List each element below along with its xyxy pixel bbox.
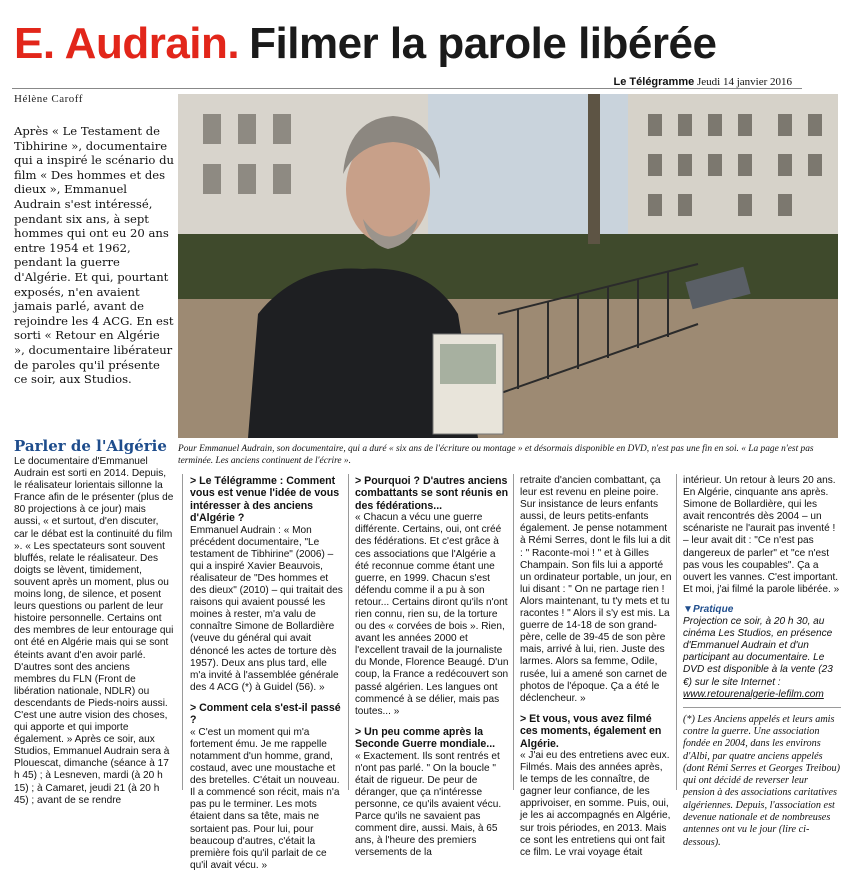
section-title: Parler de l'Algérie xyxy=(14,437,167,455)
article-photo xyxy=(178,94,838,438)
headline xyxy=(14,14,844,74)
answer: intérieur. Un retour à leurs 20 ans. En Algérie, cinquante ans après. Simone de Bollardière, qui les avait rencontrés dès 2004 – un scénariste ne l'aurait pas inventé ! – leur avait dit : "Ce n'est pas dangereux de parler" et "ce n'est pas vous les coupables". Ça a ouvert les vannes. C'est important. Et moi, j'ai filmé la parole libérée. » xyxy=(683,475,840,595)
chapeau-intro: Après « Le Testament de Tibhirine », documentaire qui a inspiré le scénario du film « Des hommes et des dieux », Emmanuel Audrain s'est intéressé, pendant six ans, à sept hommes qui ont eu 20 ans entre 1954 et 1962, pendant la guerre d'Algérie. Et qui, pourtant exposés, n'en avaient jamais parlé, avant de rejoindre les 4 ACG. En est sorti « Retour en Algérie », documentaire libérateur de paroles qu'il présente ce soir, aux Studios. xyxy=(14,124,174,387)
question: > Un peu comme après la Seconde Guerre mondiale... xyxy=(355,725,496,751)
section-body: Le documentaire d'Emmanuel Audrain est sorti en 2014. Depuis, le réalisateur lorientais sillonne la France afin de le présenter (plus de 80 projections à ce jour) mais aussi, « et surtout, d'en discuter, car le débat est la continuité du film ». « Les spectateurs sont souvent bluffés, relate le réalisateur. Des doigts se lèvent, timidement, souvent après un moment, plus ou moins long, de silence, et posent leurs questions ou parlent de leur histoire personnelle. Certains ont des membres de leur entourage qui ont été en Algérie mais qui se sont éteints avant d'en avoir parlé. D'autres sont des anciens membres du FLN (Front de libération nationale, NDLR) ou descendants de Pieds-noirs aussi. C'est une autre vision des choses, qui apporte et qui importe également. » Après ce soir, aux Studios, Emmanuel Audrain sera à Plouescat, dimanche (séance à 17 h 45) ; à Lesneven, mardi (à 20 h 15) ; à Camaret, jeudi 21 (à 20 h 45) ; avant de se rendre xyxy=(14,456,174,806)
author-byline: Hélène Caroff xyxy=(14,93,83,105)
source-date: Jeudi 14 janvier 2016 xyxy=(696,76,792,88)
question: > Comment cela s'est-il passé ? xyxy=(190,701,341,727)
answer: « J'ai eu des entretiens avec eux. Filmés. Mais des années après, le temps de les connaître, de gagner leur confiance, de les apprivoiser, en somme. Puis, oui, je les ai accompagnés en Algérie, sur trois périodes, en 2013. Mais ce sont les entretiens qui ont fait ce film. Le vrai voyage était xyxy=(520,750,671,858)
headline-name: E. Audrain. xyxy=(14,19,240,68)
pratique-link[interactable]: www.retourenalgerie-lefilm.com xyxy=(683,688,824,700)
photo-illustration xyxy=(178,94,838,438)
interview-column-2 xyxy=(355,475,510,859)
footnote: (*) Les Anciens appelés et leurs amis contre la guerre. Une association fondée en 2004, dans les environs d'Albi, par quatre anciens appelés (dont Rémi Serres et Georges Treibou) qui ont décidé de reverser leur pension à des associations caritatives algériennes. Depuis, l'association est devenue nationale et de nombreuses antennes ont vu le jour (lire ci-dessous). xyxy=(683,713,841,848)
photo-caption: Pour Emmanuel Audrain, son documentaire, qui a duré « six ans de l'écriture ou montage » et désormais disponible en DVD, n'est pas une fin en soi. « La page n'est pas terminée. Les anciens continuent de l'écrire ». xyxy=(178,444,814,466)
column-divider xyxy=(348,474,349,790)
column-divider xyxy=(676,474,677,790)
interview-column-1 xyxy=(190,475,345,872)
interview-column-3 xyxy=(520,475,672,859)
question: > Pourquoi ? D'autres anciens combattants se sont réunis en des fédérations... xyxy=(355,475,509,512)
source-line xyxy=(614,76,792,88)
pratique-text: Projection ce soir, à 20 h 30, au cinéma Les Studios, en présence d'Emmanuel Audrain et d'un participant au documentaire. Le DVD est disponible à la vente (23 €) sur le site Internet : xyxy=(683,616,833,688)
answer: retraite d'ancien combattant, ça leur est revenu en pleine poire. Sur insistance de leurs enfants aussi, de leurs petits-enfants également. Je pense notamment à Rémi Serres, dont le fils lui a dit : " Raconte-moi ! " et à Gilles Champain. Son fils lui a apporté un ordinateur portable, un jour, en lui disant : " On ne partage rien ! Alors maintenant, tu t'y mets et tu racontes ! " Alors il s'y est mis. La guerre de 14-18 de son grand-père, celle de 39-45 de son père mais, arrivé à lui, rien. Juste des larmes. Alors sa femme, Odile, rusée, lui a amené son carnet de photos de l'époque. Ça a été le déclencheur. » xyxy=(520,475,672,704)
answer: « Exactement. Ils sont rentrés et n'ont pas parlé. " On la boucle " était de rigueur. De peur de déranger, que ça n'intéresse personne, ce qu'ils avaient vécu. Parce qu'ils ne savaient pas comment dire, aussi. Mais, à 65 ans, à l'heure des premiers versements de la xyxy=(355,750,502,859)
answer: Emmanuel Audrain : « Mon précédent documentaire, "Le testament de Tibhirine" (2006) – qui a inspiré Xavier Beauvois, réalisateur de "Des hommes et des dieux" (2010) – qui traitait des raisons qui avaient poussé les moines à rester, m'a valu de connaître Simone de Bollardière (veuve du général qui avait dénoncé les actes de torture dès 1957). Deux ans plus tard, elle m'a invité à l'assemblée générale des 4 ACG (*) à Guidel (56). » xyxy=(190,524,343,693)
pratique-title: ▼Pratique xyxy=(683,603,734,615)
pratique-box xyxy=(683,604,841,701)
footnote-divider xyxy=(683,707,841,708)
question: > Et vous, vous avez filmé ces moments, également en Algérie. xyxy=(520,712,662,750)
column-divider xyxy=(182,474,183,790)
header-rule xyxy=(12,88,802,89)
answer: « C'est un moment qui m'a fortement ému. Je me rappelle notamment d'un homme, grand, costaud, avec une moustache et des bretelles. C'était un nouveau. Il a commencé son récit, mais n'a pas pu le terminer. Les mots étaient dans sa tête, mais ne sortaient pas. Pour lui, pour beaucoup d'autres, c'était la première fois qu'il parlait de ce qu'il avait vécu. » xyxy=(190,726,340,871)
interview-column-4 xyxy=(683,475,841,849)
headline-title: Filmer la parole libérée xyxy=(249,19,717,68)
column-divider xyxy=(513,474,514,790)
question: > Le Télégramme : Comment vous est venue l'idée de vous intéresser à des anciens d'Algérie ? xyxy=(190,475,340,525)
answer: « Chacun a vécu une guerre différente. Certains, oui, ont créé des fédérations. Et c'est grâce à ces associations que l'Algérie a été reconnue comme étant une guerre, en 1999. Chacun s'est défendu comme il a pu à son retour... Certains diront qu'ils n'ont rien connu, rien su, de la torture ou des « corvées de bois ». Rien, avant les années 2000 et l'excellent travail de la journaliste du Monde, Florence Beaugé. D'un coup, la France a redécouvert son passé algérien. Les langues ont commencé à se délier, mais pas toutes... » xyxy=(355,512,509,717)
source-paper: Le Télégramme xyxy=(613,76,695,88)
